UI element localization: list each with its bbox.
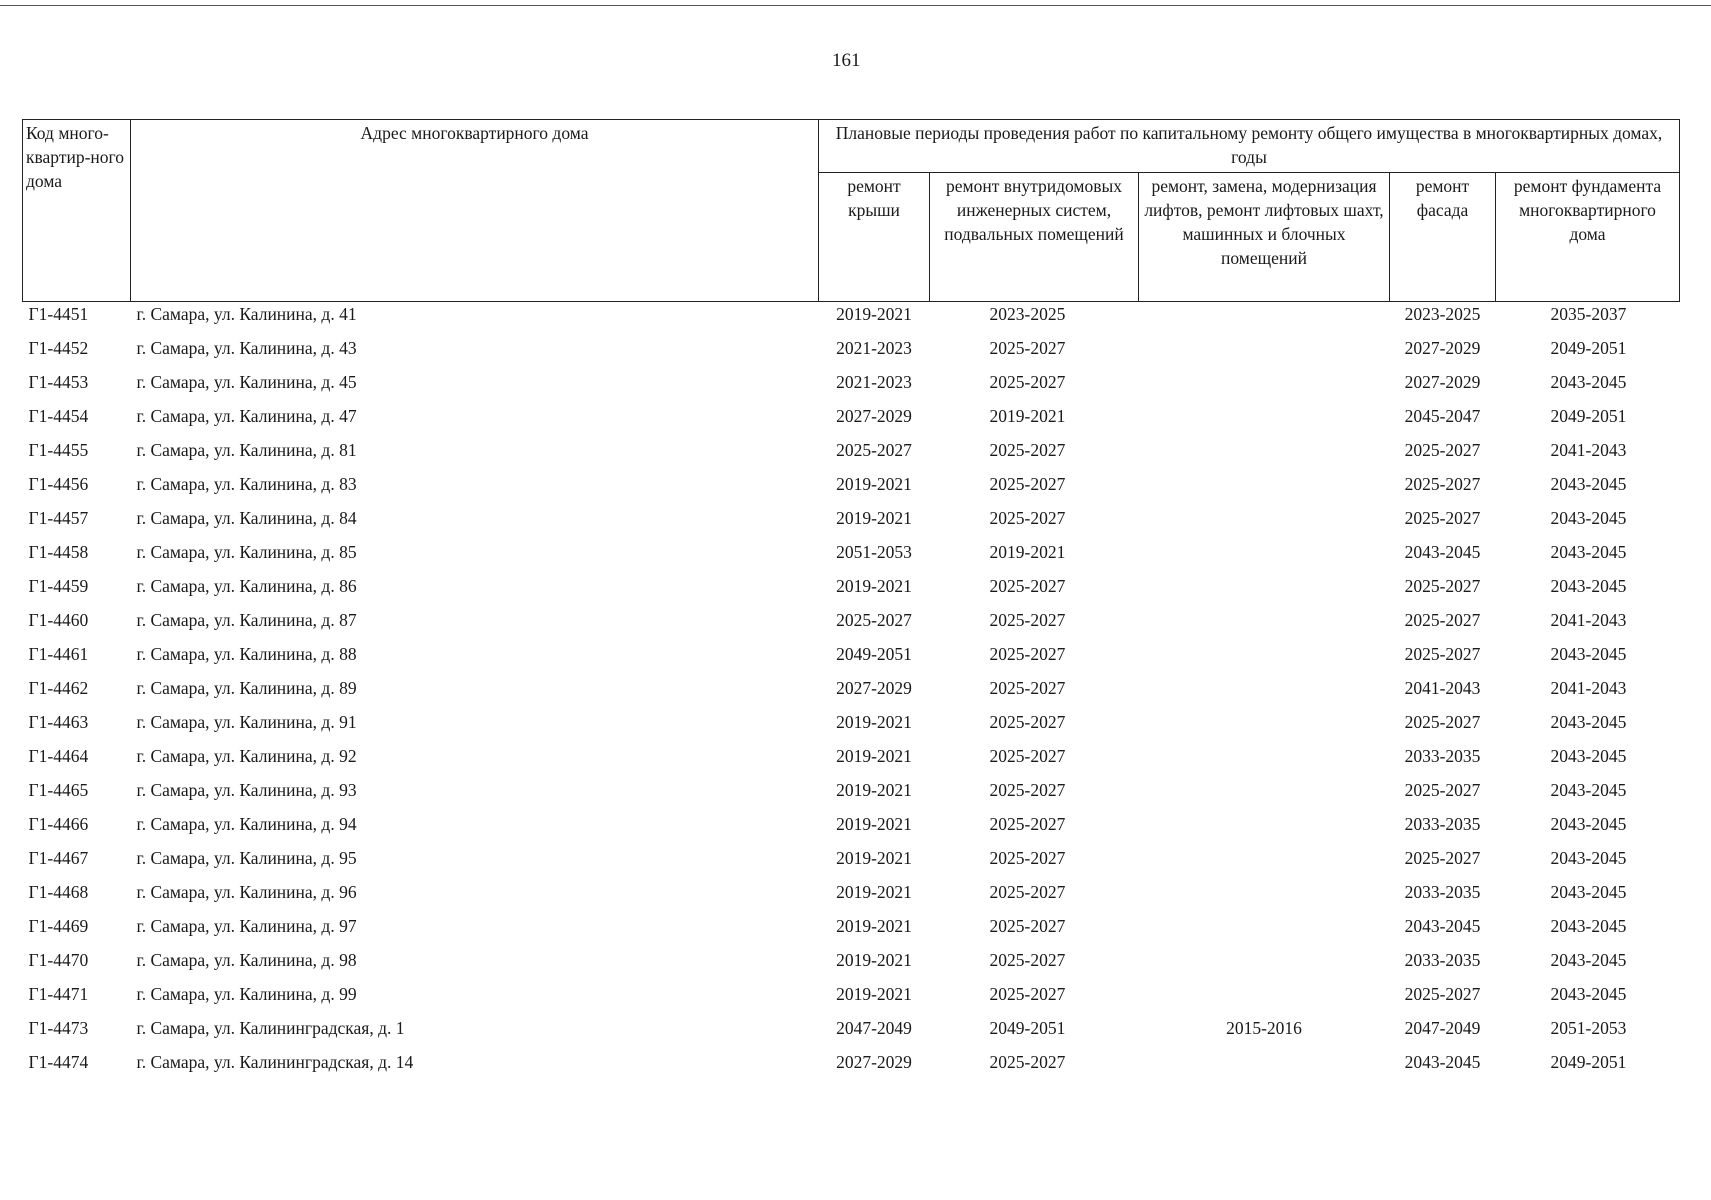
header-lifts: ремонт, замена, модернизация лифтов, ремонт лифтовых шахт, машинных и блочных помещений (1139, 173, 1390, 302)
cell-code: Г1-4459 (28, 576, 89, 596)
cell-address: г. Самара, ул. Калинина, д. 84 (136, 508, 357, 528)
cell-roof: 2051-2053 (836, 542, 912, 562)
header-engineering: ремонт внутридомовых инженерных систем, подвальных помещений (930, 173, 1139, 302)
cell-foundation: 2041-2043 (1550, 440, 1627, 460)
header-address: Адрес многоквартирного дома (131, 120, 819, 302)
cell-lifts (1139, 778, 1390, 812)
table-row (23, 608, 1680, 642)
cell-lifts (1139, 438, 1390, 472)
header-code: Код много-квартир-ного дома (23, 120, 131, 302)
cell-address: г. Самара, ул. Калинина, д. 81 (136, 440, 357, 460)
table-row (23, 812, 1680, 846)
cell-code: Г1-4452 (28, 338, 89, 358)
cell-lifts (1139, 880, 1390, 914)
top-rule (0, 5, 1711, 6)
cell-code: Г1-4453 (28, 372, 89, 392)
header-foundation: ремонт фундамента многоквартирного дома (1496, 173, 1680, 302)
cell-engineering: 2025-2027 (989, 372, 1066, 392)
cell-foundation: 2043-2045 (1550, 848, 1627, 868)
header-facade: ремонт фасада (1390, 173, 1496, 302)
cell-roof: 2019-2021 (836, 712, 912, 732)
cell-roof: 2027-2029 (836, 406, 912, 426)
cell-foundation: 2043-2045 (1550, 712, 1627, 732)
cell-facade: 2023-2025 (1404, 304, 1481, 324)
cell-code: Г1-4468 (28, 882, 89, 902)
table-row (23, 472, 1680, 506)
cell-roof: 2047-2049 (836, 1018, 912, 1038)
cell-engineering: 2025-2027 (989, 916, 1066, 936)
cell-roof: 2025-2027 (836, 610, 912, 630)
table-body (23, 302, 1680, 1085)
cell-address: г. Самара, ул. Калинина, д. 88 (136, 644, 357, 664)
cell-lifts (1139, 846, 1390, 880)
cell-facade: 2027-2029 (1404, 338, 1481, 358)
table-row (23, 948, 1680, 982)
cell-lifts (1139, 608, 1390, 642)
cell-facade: 2043-2045 (1404, 542, 1481, 562)
cell-facade: 2025-2027 (1404, 848, 1481, 868)
cell-lifts (1139, 710, 1390, 744)
cell-foundation: 2043-2045 (1550, 576, 1627, 596)
cell-address: г. Самара, ул. Калинина, д. 92 (136, 746, 357, 766)
cell-engineering: 2025-2027 (989, 338, 1066, 358)
table-row (23, 540, 1680, 574)
cell-facade: 2025-2027 (1404, 610, 1481, 630)
cell-foundation: 2043-2045 (1550, 814, 1627, 834)
cell-roof: 2019-2021 (836, 508, 912, 528)
cell-engineering: 2025-2027 (989, 678, 1066, 698)
cell-engineering: 2025-2027 (989, 610, 1066, 630)
cell-engineering: 2019-2021 (989, 542, 1066, 562)
table-row (23, 1050, 1680, 1084)
cell-code: Г1-4470 (28, 950, 89, 970)
cell-code: Г1-4474 (28, 1052, 89, 1072)
table-row (23, 710, 1680, 744)
cell-facade: 2025-2027 (1404, 440, 1481, 460)
cell-roof: 2019-2021 (836, 984, 912, 1004)
table-row (23, 438, 1680, 472)
cell-foundation: 2049-2051 (1550, 338, 1627, 358)
cell-foundation: 2043-2045 (1550, 474, 1627, 494)
table-row (23, 404, 1680, 438)
header-planned-periods: Плановые периоды проведения работ по капитальному ремонту общего имущества в многоквартирных домах, годы (819, 120, 1680, 173)
cell-facade: 2025-2027 (1404, 508, 1481, 528)
header-roof: ремонт крыши (819, 173, 930, 302)
cell-address: г. Самара, ул. Калинина, д. 93 (136, 780, 357, 800)
cell-engineering: 2025-2027 (989, 882, 1066, 902)
cell-engineering: 2049-2051 (989, 1018, 1066, 1038)
table-row (23, 846, 1680, 880)
cell-code: Г1-4456 (28, 474, 89, 494)
table-row (23, 982, 1680, 1016)
table-row (23, 506, 1680, 540)
cell-foundation: 2043-2045 (1550, 984, 1627, 1004)
cell-code: Г1-4471 (28, 984, 89, 1004)
cell-lifts (1139, 404, 1390, 438)
cell-facade: 2047-2049 (1404, 1018, 1481, 1038)
cell-engineering: 2025-2027 (989, 712, 1066, 732)
cell-address: г. Самара, ул. Калинина, д. 96 (136, 882, 357, 902)
cell-lifts (1139, 574, 1390, 608)
cell-lifts (1139, 812, 1390, 846)
cell-engineering: 2025-2027 (989, 746, 1066, 766)
table-row (23, 778, 1680, 812)
cell-address: г. Самара, ул. Калинина, д. 87 (136, 610, 357, 630)
cell-facade: 2041-2043 (1404, 678, 1481, 698)
cell-engineering: 2025-2027 (989, 814, 1066, 834)
cell-lifts (1139, 540, 1390, 574)
cell-code: Г1-4454 (28, 406, 89, 426)
cell-address: г. Самара, ул. Калининградская, д. 14 (136, 1052, 414, 1072)
cell-foundation: 2043-2045 (1550, 644, 1627, 664)
cell-roof: 2019-2021 (836, 848, 912, 868)
table-row (23, 880, 1680, 914)
cell-engineering: 2025-2027 (989, 440, 1066, 460)
cell-address: г. Самара, ул. Калинина, д. 94 (136, 814, 357, 834)
cell-foundation: 2049-2051 (1550, 406, 1627, 426)
cell-lifts (1139, 676, 1390, 710)
cell-engineering: 2025-2027 (989, 576, 1066, 596)
cell-code: Г1-4466 (28, 814, 89, 834)
cell-foundation: 2043-2045 (1550, 916, 1627, 936)
cell-foundation: 2043-2045 (1550, 950, 1627, 970)
page-number: 161 (832, 50, 861, 71)
cell-facade: 2033-2035 (1404, 814, 1481, 834)
cell-foundation: 2051-2053 (1550, 1018, 1627, 1038)
cell-address: г. Самара, ул. Калинина, д. 41 (136, 304, 357, 324)
cell-address: г. Самара, ул. Калинина, д. 43 (136, 338, 357, 358)
table-row (23, 1016, 1680, 1050)
cell-lifts (1139, 1050, 1390, 1084)
cell-code: Г1-4465 (28, 780, 89, 800)
cell-code: Г1-4458 (28, 542, 89, 562)
cell-foundation: 2043-2045 (1550, 542, 1627, 562)
cell-lifts (1139, 914, 1390, 948)
cell-lifts (1139, 302, 1390, 337)
cell-facade: 2025-2027 (1404, 644, 1481, 664)
cell-address: г. Самара, ул. Калинина, д. 95 (136, 848, 357, 868)
cell-roof: 2019-2021 (836, 950, 912, 970)
cell-foundation: 2035-2037 (1550, 304, 1627, 324)
cell-foundation: 2041-2043 (1550, 678, 1627, 698)
cell-facade: 2027-2029 (1404, 372, 1481, 392)
cell-address: г. Самара, ул. Калинина, д. 98 (136, 950, 357, 970)
table-row (23, 370, 1680, 404)
cell-roof: 2019-2021 (836, 814, 912, 834)
cell-roof: 2019-2021 (836, 916, 912, 936)
cell-code: Г1-4457 (28, 508, 89, 528)
cell-address: г. Самара, ул. Калинина, д. 47 (136, 406, 357, 426)
cell-lifts (1139, 948, 1390, 982)
table-row (23, 676, 1680, 710)
cell-code: Г1-4473 (28, 1018, 89, 1038)
cell-foundation: 2043-2045 (1550, 882, 1627, 902)
table-row (23, 302, 1680, 337)
cell-lifts (1139, 642, 1390, 676)
cell-engineering: 2025-2027 (989, 1052, 1066, 1072)
cell-facade: 2033-2035 (1404, 746, 1481, 766)
cell-foundation: 2041-2043 (1550, 610, 1627, 630)
cell-code: Г1-4455 (28, 440, 89, 460)
cell-roof: 2019-2021 (836, 304, 912, 324)
cell-roof: 2019-2021 (836, 576, 912, 596)
cell-address: г. Самара, ул. Калининградская, д. 1 (136, 1018, 405, 1038)
cell-foundation: 2043-2045 (1550, 780, 1627, 800)
repair-schedule-table (22, 119, 1680, 1084)
cell-facade: 2043-2045 (1404, 1052, 1481, 1072)
cell-roof: 2019-2021 (836, 746, 912, 766)
cell-engineering: 2023-2025 (989, 304, 1066, 324)
cell-lifts (1139, 744, 1390, 778)
cell-address: г. Самара, ул. Калинина, д. 86 (136, 576, 357, 596)
table-row (23, 642, 1680, 676)
cell-facade: 2025-2027 (1404, 712, 1481, 732)
cell-lifts (1139, 982, 1390, 1016)
table-row (23, 336, 1680, 370)
cell-address: г. Самара, ул. Калинина, д. 91 (136, 712, 357, 732)
cell-facade: 2025-2027 (1404, 780, 1481, 800)
table-row (23, 914, 1680, 948)
cell-address: г. Самара, ул. Калинина, д. 85 (136, 542, 357, 562)
cell-engineering: 2025-2027 (989, 644, 1066, 664)
cell-foundation: 2043-2045 (1550, 508, 1627, 528)
cell-facade: 2043-2045 (1404, 916, 1481, 936)
cell-facade: 2033-2035 (1404, 950, 1481, 970)
cell-roof: 2049-2051 (836, 644, 912, 664)
cell-code: Г1-4461 (28, 644, 89, 664)
cell-code: Г1-4467 (28, 848, 89, 868)
cell-code: Г1-4451 (28, 304, 89, 324)
cell-roof: 2021-2023 (836, 338, 912, 358)
cell-lifts (1139, 472, 1390, 506)
cell-engineering: 2025-2027 (989, 984, 1066, 1004)
cell-address: г. Самара, ул. Калинина, д. 45 (136, 372, 357, 392)
cell-facade: 2025-2027 (1404, 474, 1481, 494)
cell-address: г. Самара, ул. Калинина, д. 99 (136, 984, 357, 1004)
cell-code: Г1-4460 (28, 610, 89, 630)
cell-lifts (1139, 506, 1390, 540)
cell-roof: 2019-2021 (836, 882, 912, 902)
cell-facade: 2025-2027 (1404, 576, 1481, 596)
cell-engineering: 2025-2027 (989, 508, 1066, 528)
cell-engineering: 2025-2027 (989, 474, 1066, 494)
cell-roof: 2021-2023 (836, 372, 912, 392)
table-row (23, 744, 1680, 778)
cell-lifts (1139, 336, 1390, 370)
cell-facade: 2045-2047 (1404, 406, 1481, 426)
cell-address: г. Самара, ул. Калинина, д. 89 (136, 678, 357, 698)
cell-address: г. Самара, ул. Калинина, д. 97 (136, 916, 357, 936)
cell-code: Г1-4469 (28, 916, 89, 936)
cell-lifts (1139, 370, 1390, 404)
cell-facade: 2025-2027 (1404, 984, 1481, 1004)
cell-code: Г1-4464 (28, 746, 89, 766)
cell-engineering: 2019-2021 (989, 406, 1066, 426)
cell-foundation: 2049-2051 (1550, 1052, 1627, 1072)
cell-foundation: 2043-2045 (1550, 372, 1627, 392)
cell-lifts: 2015-2016 (1226, 1018, 1302, 1038)
cell-roof: 2027-2029 (836, 678, 912, 698)
cell-foundation: 2043-2045 (1550, 746, 1627, 766)
cell-address: г. Самара, ул. Калинина, д. 83 (136, 474, 357, 494)
cell-roof: 2019-2021 (836, 474, 912, 494)
cell-facade: 2033-2035 (1404, 882, 1481, 902)
cell-roof: 2025-2027 (836, 440, 912, 460)
cell-code: Г1-4463 (28, 712, 89, 732)
cell-code: Г1-4462 (28, 678, 89, 698)
cell-roof: 2027-2029 (836, 1052, 912, 1072)
cell-roof: 2019-2021 (836, 780, 912, 800)
cell-engineering: 2025-2027 (989, 780, 1066, 800)
table-row (23, 574, 1680, 608)
cell-engineering: 2025-2027 (989, 848, 1066, 868)
cell-engineering: 2025-2027 (989, 950, 1066, 970)
